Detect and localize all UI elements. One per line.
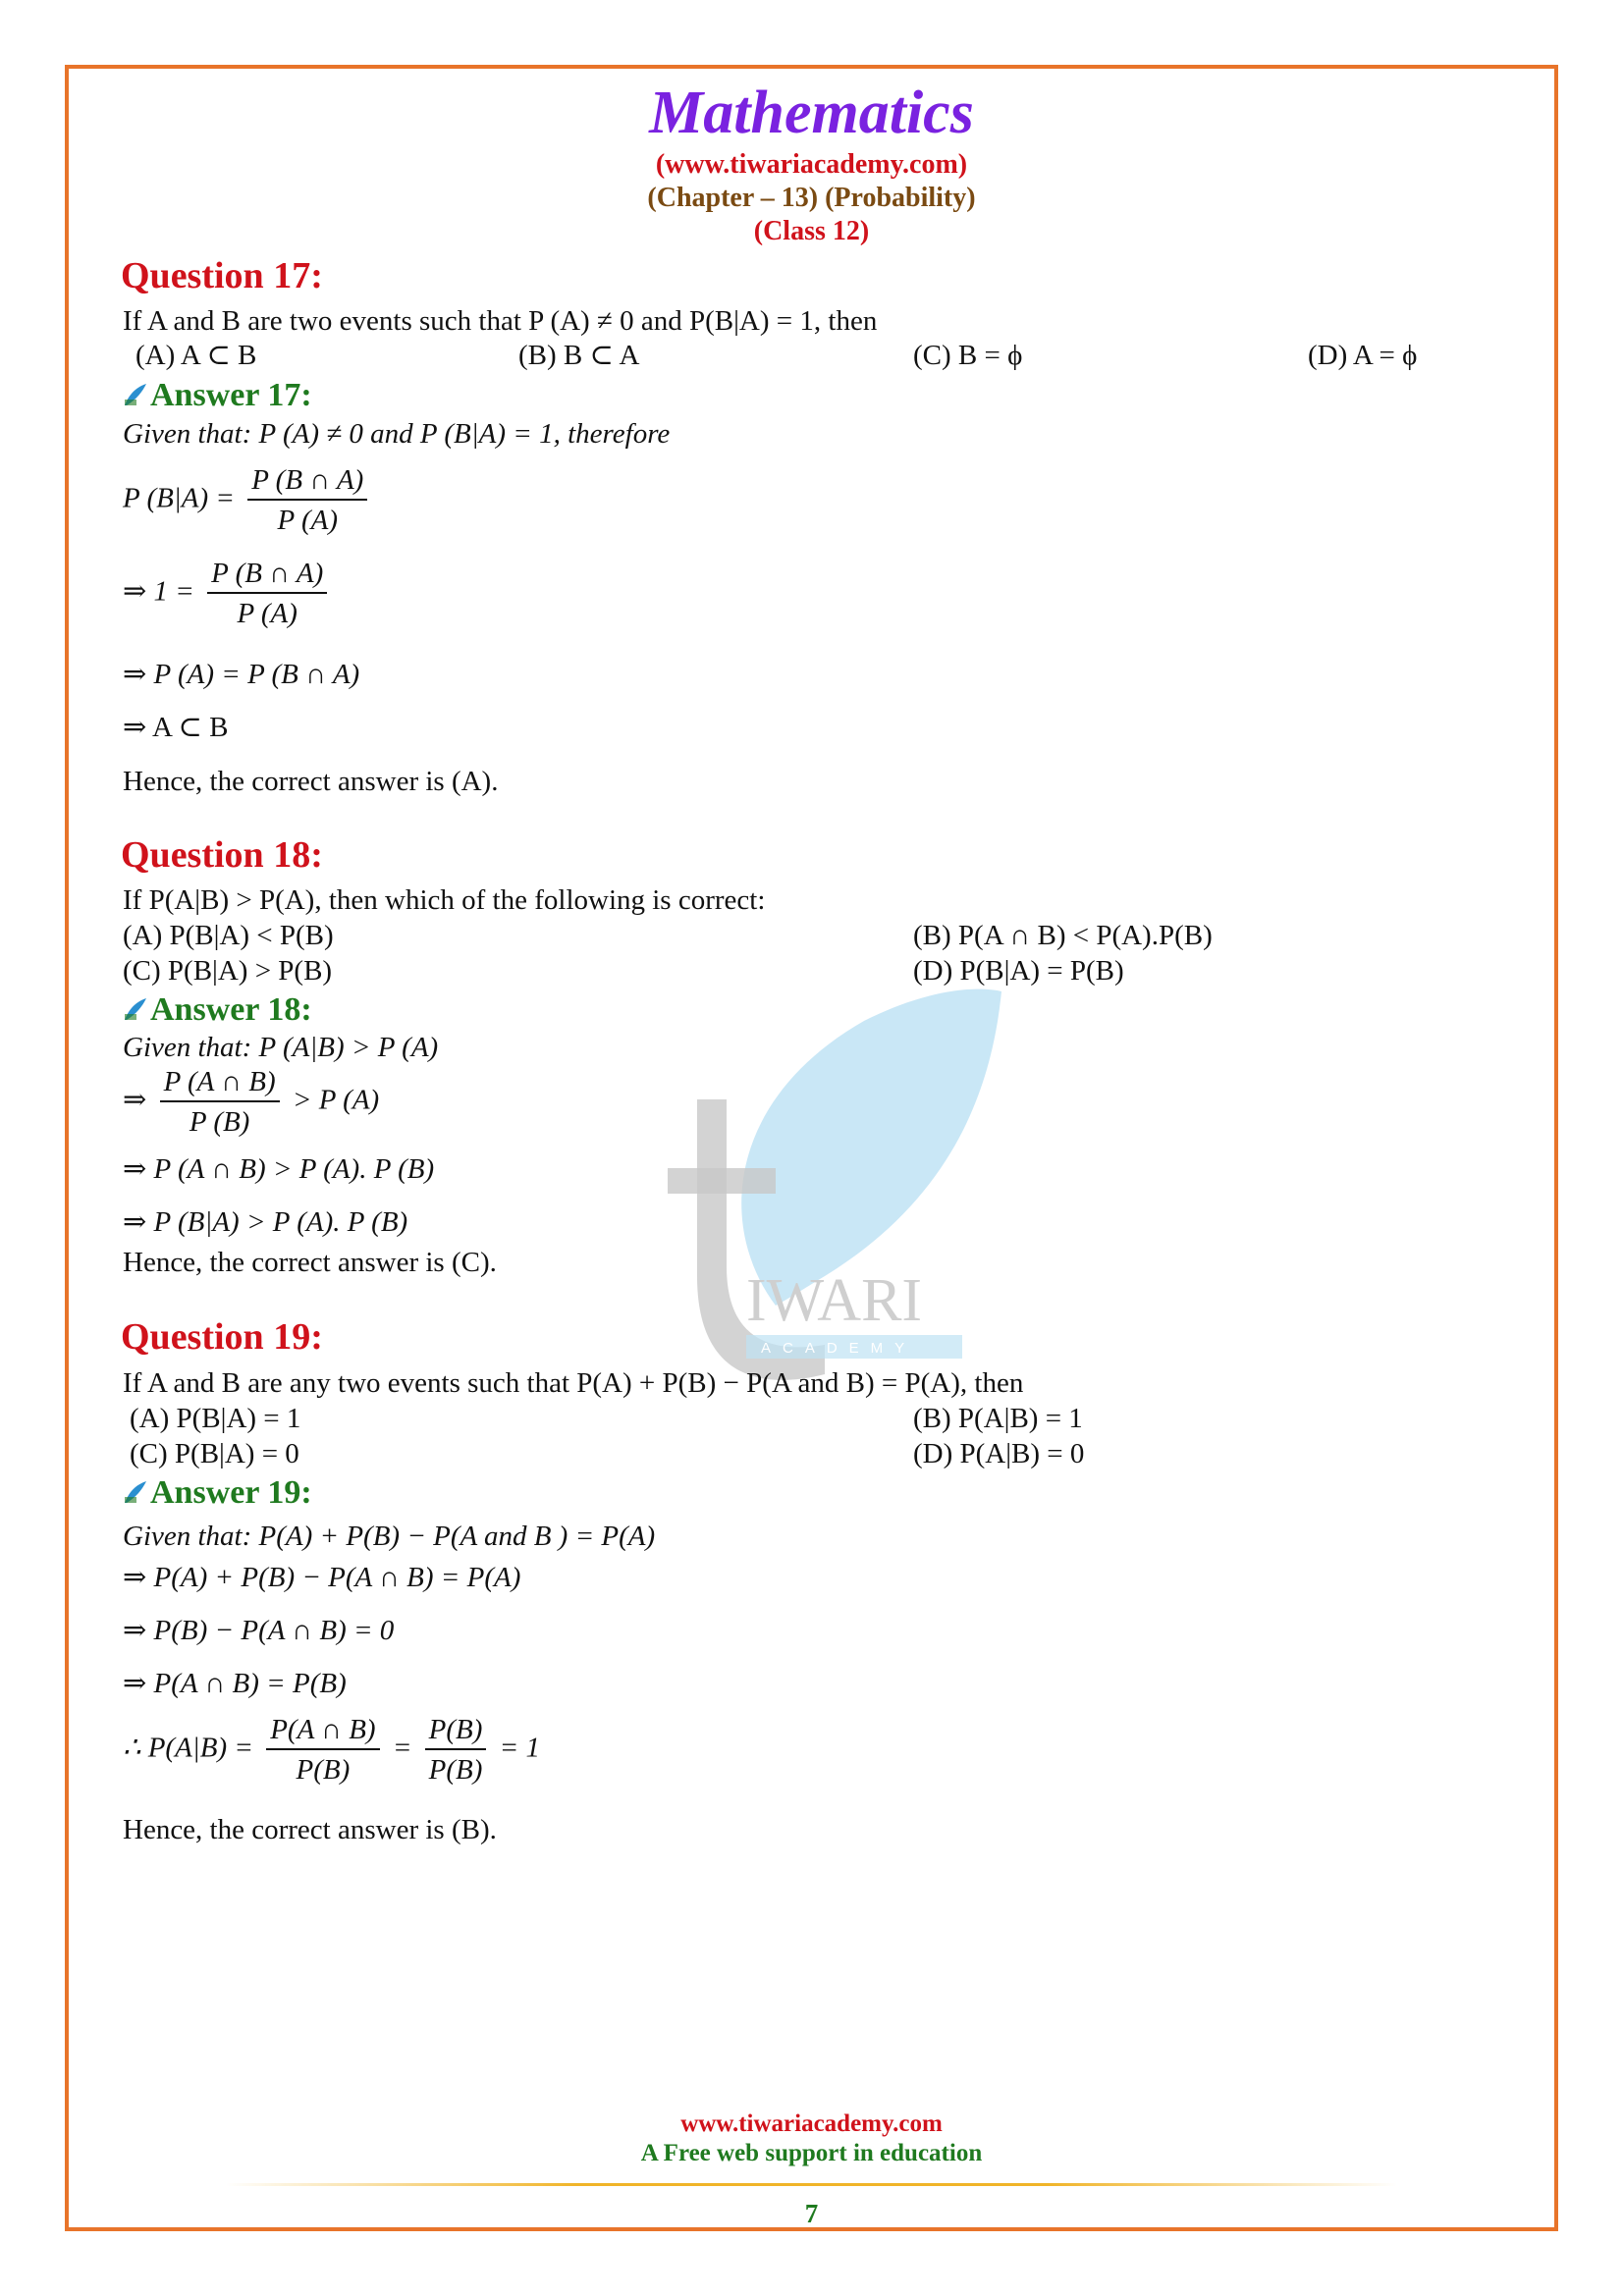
question-18-text: If P(A|B) > P(A), then which of the following is correct: <box>123 884 766 916</box>
answer-17-line-4: ⇒ A ⊂ B <box>123 712 229 743</box>
answer-19-line-3: ⇒ P(A ∩ B) = P(B) <box>123 1668 347 1699</box>
answer-18-line-1 <box>123 1068 379 1137</box>
tiwari-watermark-logo <box>628 982 1001 1404</box>
answer-18-line-3: ⇒ P (B|A) > P (A). P (B) <box>123 1206 408 1238</box>
page-number: 7 <box>804 2199 819 2228</box>
a17-l1-fraction <box>247 466 367 535</box>
answer-19-line-1: ⇒ P(A) + P(B) − P(A ∩ B) = P(A) <box>123 1562 521 1593</box>
answer-17-line-1 <box>123 466 373 535</box>
quill-icon <box>123 996 148 1022</box>
footer-tagline: A Free web support in education <box>640 2140 983 2166</box>
answer-18-given: Given that: P (A|B) > P (A) <box>123 1032 439 1063</box>
a19-l4-num1: P(A ∩ B) <box>266 1716 379 1750</box>
watermark-subtext: ACADEMY <box>761 1340 917 1357</box>
a17-l2-fraction <box>207 560 327 628</box>
answer-18-label: Answer 18: <box>150 991 312 1028</box>
q18-option-c: (C) P(B|A) > P(B) <box>123 955 333 987</box>
a19-l4-fraction-1 <box>266 1716 379 1785</box>
q19-option-c: (C) P(B|A) = 0 <box>130 1438 299 1469</box>
answer-18-heading <box>123 993 312 1027</box>
a17-l1-lhs: P (B|A) = <box>123 482 235 514</box>
answer-19-conclusion: Hence, the correct answer is (B). <box>123 1814 497 1845</box>
answer-17-conclusion: Hence, the correct answer is (A). <box>123 766 499 797</box>
header-website: (www.tiwariacademy.com) <box>655 149 968 180</box>
a18-l1-fraction <box>160 1068 280 1137</box>
q17-option-a: (A) A ⊂ B <box>135 340 257 371</box>
footer-divider <box>226 2183 1397 2186</box>
a19-l4-equals: = <box>392 1732 412 1764</box>
question-19-heading: Question 19: <box>121 1316 323 1358</box>
a19-l4-lhs: ∴ P(A|B) = <box>123 1732 253 1764</box>
a19-l4-den1: P(B) <box>296 1754 351 1786</box>
page-title: Mathematics <box>649 80 974 146</box>
q17-option-d: (D) A = ϕ <box>1308 340 1418 371</box>
answer-17-heading <box>123 379 312 412</box>
answer-17-label: Answer 17: <box>150 377 312 413</box>
header-chapter: (Chapter – 13) (Probability) <box>647 183 976 213</box>
q17-option-b: (B) B ⊂ A <box>518 340 640 371</box>
answer-17-line-2 <box>123 560 333 628</box>
quill-icon <box>123 382 148 407</box>
a17-l1-num: P (B ∩ A) <box>247 466 367 501</box>
a19-l4-fraction-2 <box>425 1716 487 1785</box>
a17-l2-den: P (A) <box>237 598 298 629</box>
watermark-text: IWARI <box>746 1267 923 1334</box>
q18-option-d: (D) P(B|A) = P(B) <box>913 955 1124 987</box>
header-class: (Class 12) <box>753 216 870 246</box>
a17-l1-den: P (A) <box>277 505 339 536</box>
a18-l1-num: P (A ∩ B) <box>160 1068 280 1102</box>
question-17-text: If A and B are two events such that P (A) ≠ 0 and P(B|A) = 1, then <box>123 305 878 337</box>
q19-option-b: (B) P(A|B) = 1 <box>913 1403 1083 1434</box>
q17-option-c: (C) B = ϕ <box>913 340 1023 371</box>
a19-l4-num2: P(B) <box>425 1716 487 1750</box>
a18-l1-lhs: ⇒ <box>123 1084 147 1116</box>
a17-l2-lhs: ⇒ 1 = <box>123 575 194 608</box>
a19-l4-rhs: = 1 <box>499 1732 540 1764</box>
quill-icon <box>123 1479 148 1505</box>
question-19-text: If A and B are any two events such that P(A) + P(B) − P(A and B) = P(A), then <box>123 1367 1024 1399</box>
q18-option-a: (A) P(B|A) < P(B) <box>123 920 334 951</box>
answer-19-label: Answer 19: <box>150 1474 312 1511</box>
a19-l4-den2: P(B) <box>428 1754 483 1786</box>
answer-19-heading <box>123 1476 312 1510</box>
q18-option-b: (B) P(A ∩ B) < P(A).P(B) <box>913 920 1213 951</box>
question-18-heading: Question 18: <box>121 834 323 876</box>
answer-19-line-4 <box>123 1716 540 1785</box>
answer-17-given: Given that: P (A) ≠ 0 and P (B|A) = 1, therefore <box>123 418 671 450</box>
answer-17-line-3: ⇒ P (A) = P (B ∩ A) <box>123 659 360 690</box>
answer-18-line-2: ⇒ P (A ∩ B) > P (A). P (B) <box>123 1153 435 1185</box>
footer-website: www.tiwariacademy.com <box>680 2110 943 2137</box>
question-17-heading: Question 17: <box>121 255 323 296</box>
a17-l2-num: P (B ∩ A) <box>207 560 327 594</box>
q19-option-a: (A) P(B|A) = 1 <box>130 1403 301 1434</box>
a18-l1-rhs: > P (A) <box>292 1084 380 1116</box>
answer-18-conclusion: Hence, the correct answer is (C). <box>123 1247 497 1278</box>
answer-19-line-2: ⇒ P(B) − P(A ∩ B) = 0 <box>123 1615 395 1646</box>
q19-option-d: (D) P(A|B) = 0 <box>913 1438 1085 1469</box>
a18-l1-den: P (B) <box>189 1106 250 1138</box>
answer-19-given: Given that: P(A) + P(B) − P(A and B ) = P(A) <box>123 1521 656 1552</box>
